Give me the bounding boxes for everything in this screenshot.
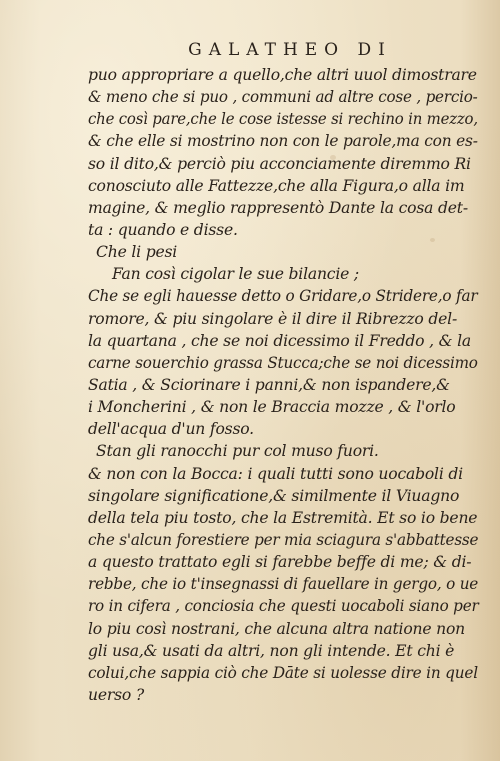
- text-line: lo piu così nostrani, che alcuna altra natione non: [88, 619, 466, 638]
- text-line: che così pare,che le cose istesse si rechino in mezzo,: [88, 110, 478, 129]
- text-line: & non con la Bocca: i quali tutti sono uocaboli di: [88, 464, 463, 483]
- text-line: gli usa,& usati da altri, non gli intende. Et chi è: [88, 641, 455, 660]
- text-line: ta : quando e disse.: [88, 220, 238, 239]
- text-line: Che se egli hauesse detto o Gridare,o Stridere,o far: [88, 287, 478, 306]
- text-line: uerso ?: [88, 685, 145, 704]
- text-line: a questo trattato egli si farebbe beffe di me; & di-: [88, 553, 472, 572]
- text-line: singolare significatione,& similmente il Viuagno: [88, 486, 460, 505]
- verse-line: Che li pesi: [96, 243, 178, 262]
- text-line: colui,che sappia ciò che Dāte si uolesse dire in quel: [88, 663, 478, 682]
- text-line: dell'acqua d'un fosso.: [88, 420, 254, 439]
- text-line: magine, & meglio rappresentò Dante la cosa det-: [88, 198, 468, 217]
- text-line: conosciuto alle Fattezze,che alla Figura,o alla im: [88, 176, 465, 195]
- text-line: romore, & piu singolare è il dire il Ribrezzo del-: [88, 309, 458, 328]
- verse-line: Fan così cigolar le sue bilancie ;: [112, 265, 359, 284]
- text-line: della tela piu tosto, che la Estremità. Et so io bene: [88, 508, 478, 527]
- text-line: puo appropriare a quello,che altri uuol dimostrare: [88, 66, 477, 84]
- text-line: la quartana , che se noi dicessimo il Freddo , & la: [88, 331, 471, 350]
- text-line: Satia , & Sciorinare i panni,& non ispandere,&: [88, 375, 450, 394]
- text-line: & che elle si mostrino non con le parole,ma con es-: [88, 132, 478, 151]
- text-line: che s'alcun forestiere per mia sciagura s'abbattesse: [88, 530, 479, 549]
- running-header: GALATHEO DI: [188, 40, 392, 60]
- verse-line: Stan gli ranocchi pur col muso fuori.: [96, 442, 379, 461]
- text-line: i Moncherini , & non le Braccia mozze , & l'orlo: [88, 398, 456, 417]
- text-line: & meno che si puo , communi ad altre cose , percio-: [88, 88, 478, 107]
- text-line: ro in cifera , conciosia che questi uocaboli siano per: [88, 597, 479, 616]
- body-text: [88, 64, 479, 706]
- text-line: rebbe, che io t'insegnassi di fauellare in gergo, o ue: [88, 575, 479, 594]
- text-line: so il dito,& perciò piu acconciamente diremmo Ri: [88, 154, 471, 173]
- text-line: carne souerchio grassa Stucca;che se noi dicessimo: [88, 353, 478, 372]
